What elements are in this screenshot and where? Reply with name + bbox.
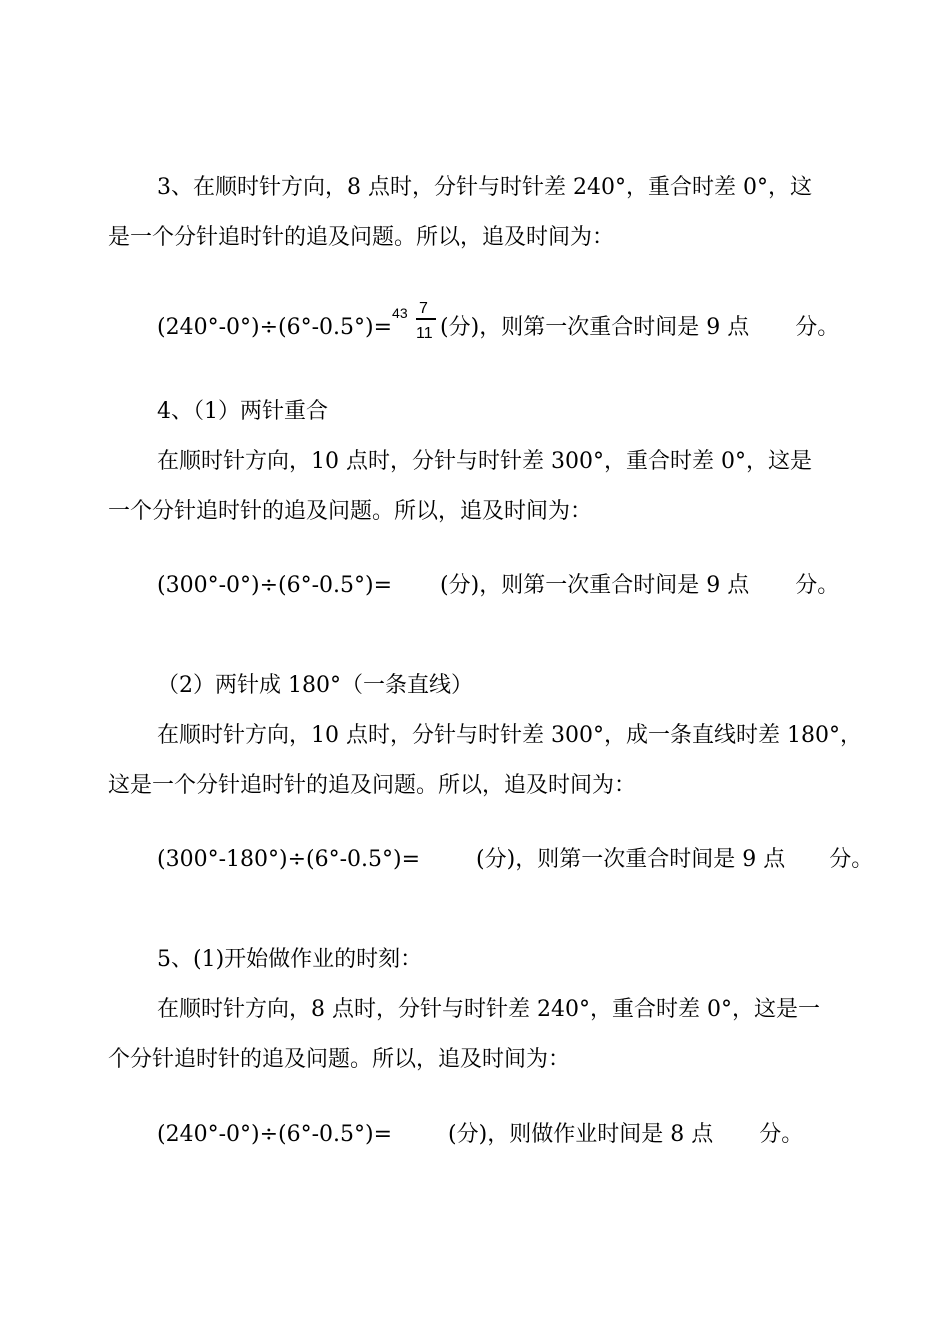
q4-f1-end: 分。	[795, 573, 840, 598]
q3-frac-numerator: 7	[419, 300, 428, 317]
q3-formula-left: (240°-0°)÷(6°-0.5°)=	[157, 315, 393, 340]
q4-f1-left: (300°-0°)÷(6°-0.5°)=	[157, 573, 393, 598]
q4-f2-left: (300°-180°)÷(6°-0.5°)=	[157, 847, 421, 872]
q4-f2-right: (分)，则第一次重合时间是 9 点	[476, 847, 786, 872]
q3-line1: 3、在顺时针方向，8 点时，分针与时针差 240°，重合时差 0°，这	[157, 175, 812, 200]
q4-p1-line1: 在顺时针方向，10 点时，分针与时针差 300°，重合时差 0°，这是	[157, 449, 812, 474]
q3-formula	[157, 298, 839, 344]
q4-f1-right: (分)，则第一次重合时间是 9 点	[440, 573, 750, 598]
q4-sub2-heading: （2）两针成 180°（一条直线）	[157, 673, 473, 698]
q5-heading: 5、(1)开始做作业的时刻：	[157, 947, 423, 972]
q5-p-line2: 个分针追时针的追及问题。所以，追及时间为：	[108, 1047, 571, 1072]
q4-f2-end: 分。	[829, 847, 874, 872]
q4-formula2	[157, 845, 873, 875]
q3-fraction	[392, 298, 440, 344]
q3-formula-end: 分。	[795, 315, 840, 340]
q5-f-right: (分)，则做作业时间是 8 点	[448, 1122, 714, 1147]
q3-frac-whole: 43	[392, 305, 408, 321]
q3-formula-right: (分)，则第一次重合时间是 9 点	[440, 315, 750, 340]
q5-formula	[157, 1120, 803, 1150]
q5-f-left: (240°-0°)÷(6°-0.5°)=	[157, 1122, 393, 1147]
q5-p-line1: 在顺时针方向，8 点时，分针与时针差 240°，重合时差 0°，这是一	[157, 997, 820, 1022]
q4-p2-line1: 在顺时针方向，10 点时，分针与时针差 300°，成一条直线时差 180°，	[157, 723, 862, 748]
q4-p2-line2: 这是一个分针追时针的追及问题。所以，追及时间为：	[108, 773, 637, 798]
q4-formula1	[157, 571, 839, 601]
q4-heading: 4、（1）两针重合	[157, 399, 328, 424]
q5-f-end: 分。	[759, 1122, 804, 1147]
q3-frac-denominator: 11	[416, 325, 433, 342]
q3-line2: 是一个分针追时针的追及问题。所以，追及时间为：	[108, 225, 615, 250]
q4-p1-line2: 一个分针追时针的追及问题。所以，追及时间为：	[108, 499, 593, 524]
